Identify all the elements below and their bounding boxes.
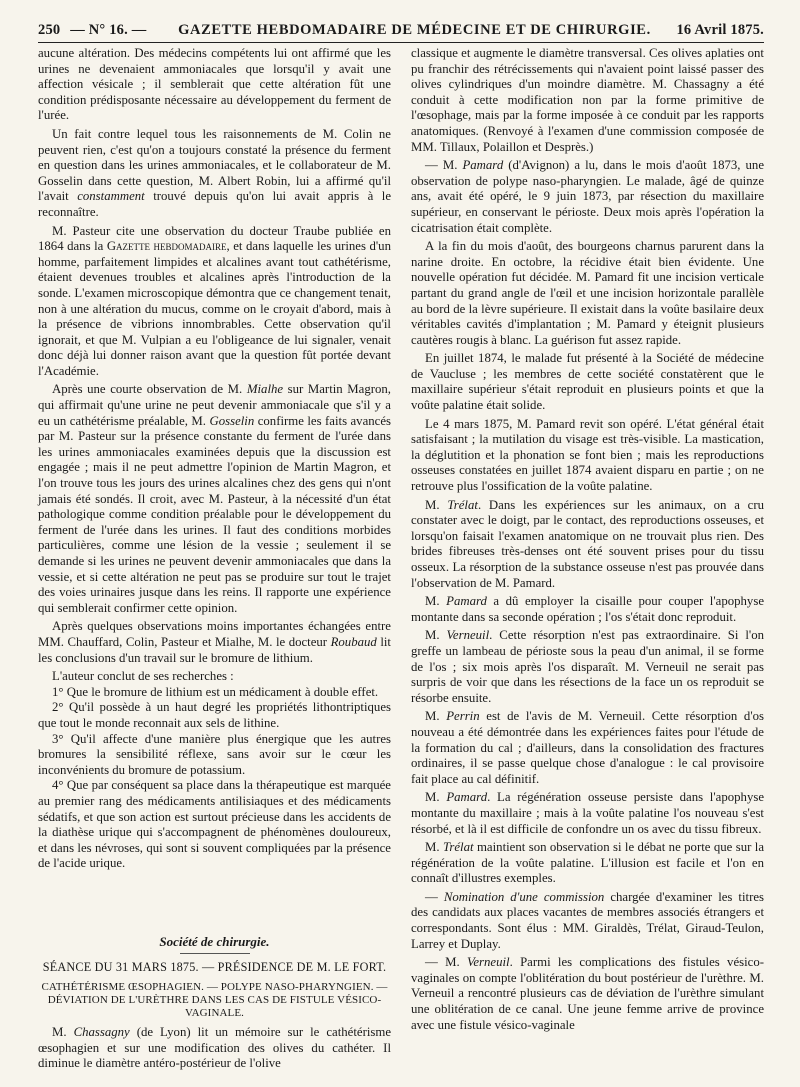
conclusion-item: 3° Qu'il affecte d'une manière plus énergique que les autres bromures la sensibilité réflexe, sans avoir sur le cœur les inconvénients du bromure de potassium. — [38, 731, 391, 777]
session-heading: SÉANCE DU 31 MARS 1875. — PRÉSIDENCE DE M. LE FORT. — [42, 960, 387, 975]
issue-date: 16 Avril 1875. — [676, 22, 764, 38]
paragraph: En juillet 1874, le malade fut présenté à la Société de médecine de Vaucluse ; les membres de cette société constatèrent que le maxillaire supérieur s'était reproduit en plusieurs points et que la voûte palatine était solide. — [411, 351, 764, 413]
paragraph: M. Perrin est de l'avis de M. Verneuil. Cette résorption d'os nouveau a été démontrée dans les expériences faites pour l'étude de la formation du cal ; d'ailleurs, dans la consolidation des fractures ordinaires, il se passe quelque chose d'analogue : le cal provisoire fait place au cal définitif. — [411, 709, 765, 786]
header-left — [38, 22, 152, 39]
page-number: 250 — [38, 22, 61, 38]
section-rule — [180, 953, 250, 954]
paragraph: M. Trélat maintient son observation si le débat ne porte que sur la régénération de la voûte palatine. L'illusion est facile et l'on en connaît d'illustres exemples. — [411, 840, 764, 886]
session-topics: CATHÉTÉRISME ŒSOPHAGIEN. — POLYPE NASO-PHARYNGIEN. — DÉVIATION DE L'URÈTHRE DANS LES CAS DE FISTULE VÉSICO-VAGINALE. — [41, 981, 388, 1020]
conclusion-item: 1° Que le bromure de lithium est un médicament à double effet. — [52, 684, 379, 699]
paragraph: A la fin du mois d'août, des bourgeons charnus parurent dans la narine droite. En octobre, la récidive était bien évidente. Une nouvelle opération fut décidée. M. Pamard fit une incision verticale partant du grand angle de l'œil et une incision horizontale parallèle au bord de la lèvre supérieure. Il existait dans la voûte basilaire deux véritables cavités d'implantation ; M. Pamard y éteignit plusieurs cautères rougis à blanc. La guérison fut assez rapide. — [411, 239, 764, 347]
section-gap — [38, 872, 391, 930]
page-header — [38, 22, 764, 43]
paragraph: M. Trélat. Dans les expériences sur les animaux, on a cru constater avec le doigt, par le contact, des reproductions osseuses, et lorsqu'on faisait l'examen anatomique on ne trouvait plus rien. Des brides fibreuses très-denses ont été souvent prises pour du tissu osseux. La résorption de la substance osseuse n'est pas prouvée dans l'observation de M. Pamard. — [411, 497, 764, 590]
paragraph: Le 4 mars 1875, M. Pamard revit son opéré. L'état général était satisfaisant ; la mutilation du visage est très-visible. La mastication, la déglutition et la phonation se font bien ; mais les reproductions osseuses constatées en juillet 1874 avaient disparu en partie ; on ne retrouve plus l'ossification de la voûte palatine. — [411, 416, 764, 494]
paragraph: M. Verneuil. Cette résorption n'est pas extraordinaire. Si l'on greffe un lambeau de périoste sous la peau d'un animal, il se forme de l'os ; six mois après l'os disparaît. M. Verneuil ne serait pas surpris de voir que dans les résections de la face un os reproduit se résorbe ensuite. — [411, 628, 765, 705]
issue-number: — N° 16. — — [70, 22, 147, 38]
paragraph: M. Pasteur cite une observation du docteur Traube publiée en 1864 dans la Gazette hebdomadaire, et dans laquelle les urines d'un homme, parfaitement limpides et alcalines avant tout cathétérisme, étaient devenues troubles et alcalines après l'introduction de la sonde. L'examen microscopique démontra que ce changement tenait, non à une altération du mucus, comme on le croyait d'abord, mais à la présence de vibrions innombrables. Cette observation qu'il ignorait, et que M. Vulpian a eu l'obligeance de lui signaler, venait donc déjà lui donner raison avant que la question fût portée devant l'Académie. — [38, 223, 391, 378]
paragraph: Après une courte observation de M. Mialhe sur Martin Magron, qui affirmait qu'une urine ne peut devenir ammoniacale que s'il y a eu un cathétérisme préalable, M. Gosselin confirme les faits avancés par M. Pasteur sur la présence constante du ferment de l'urée dans les urines ammoniacales examinées depuis que la discussion est engagée ; mais il ne peut admettre l'opinion de Martin Magron, et l'on trouve tous les jours des urines alcalines chez des gens qui n'ont jamais été sondés. Il croit, avec M. Pasteur, à la nécessité d'un état pathologique comme condition préalable pour le développement du ferment de l'urée dans les urines. Il faut des conditions morbides particulières, comme une lésion de la vessie ; seulement il se demande si les urines ne peuvent devenir ammoniacales que dans la vessie, et si cette altération ne peut pas se produire sur tout le trajet des voies urinaires jusque dans les reins. Il rapporte une expérience qui semblerait confirmer cette opinion. — [38, 382, 392, 615]
journal-title: GAZETTE HEBDOMADAIRE DE MÉDECINE ET DE CHIRURGIE. — [178, 22, 651, 38]
section-title: Société de chirurgie. — [159, 933, 270, 949]
paragraph: Après quelques observations moins importantes échangées entre MM. Chauffard, Colin, Pasteur et Mialhe, M. le docteur Roubaud lit les conclusions d'un travail sur le bromure de lithium. — [38, 619, 391, 665]
paragraph: L'auteur conclut de ses recherches : — [52, 669, 234, 684]
paragraph: M. Pamard a dû employer la cisaille pour couper l'apophyse montante dans sa seconde opération ; l'os s'était donc reproduit. — [411, 594, 764, 624]
paragraph: Un fait contre lequel tous les raisonnements de M. Colin ne peuvent rien, c'est qu'on a toujours constaté la présence du ferment en question dans les urines ammoniacales, et le collaborateur de M. Gosselin dans cette question, M. Albert Robin, lui a affirmé qu'il l'avait constamment trouvé depuis qu'on lui avait appris à le reconnaître. — [38, 126, 391, 219]
paragraph: — M. Pamard (d'Avignon) a lu, dans le mois d'août 1873, une observation de polype naso-pharyngien. Le malade, âgé de quinze ans, avait été opéré, le 9 juin 1873, par résection du maxillaire supérieur, en conservant le périoste. Deux mois après l'opération la cicatrisation était complète. — [411, 158, 765, 235]
left-column — [38, 46, 391, 1075]
paragraph: classique et augmente le diamètre transversal. Ces olives aplaties ont pu franchir des rétrécissements qui n'avaient point laissé passer des olives cylindriques d'un moindre diamètre. M. Chassagny a été conduit à cette modification non par la forme primitive de l'œsophage, mais par la forme imposée à ce conduit par les rapports anatomiques. (Renvoyé à l'examen d'une commission composée de MM. Tillaux, Polaillon et Desprès.) — [411, 46, 764, 154]
conclusion-item: 4° Que par conséquent sa place dans la thérapeutique est marquée au premier rang des médicaments antilisiaques et des médicaments sédatifs, et que son action est surtout précieuse dans les accidents de la diathèse urique qui s'accompagnent de phénomènes douloureux, et dans les névroses, qui sont si souvent compliquées par la présence de l'acide urique. — [38, 778, 391, 871]
columns — [38, 46, 764, 1075]
conclusion-item: 2° Qu'il possède à un haut degré les propriétés lithontriptiques que tout le monde reconnait aux sels de lithine. — [38, 700, 391, 730]
paragraph: M. Pamard. La régénération osseuse persiste dans l'apophyse montante du maxillaire ; mais à la voûte palatine l'os nouveau s'est résorbé, et là il est difficile de confondre un os avec du tissu fibreux. — [411, 790, 764, 836]
right-column — [411, 46, 764, 1075]
paragraph: — Nomination d'une commission chargée d'examiner les titres des candidats aux places vacantes de membres associés étrangers et correspondants. Sont élus : MM. Giraldès, Trélat, Giraud-Teulon, Larrey et Duplay. — [411, 889, 765, 951]
paragraph: aucune altération. Des médecins compétents lui ont affirmé que les urines ne devenaient ammoniacales que lorsqu'il y avait une affection vésicale ; il semblerait que cette altération fût une condition prédisposante nécessaire au développement du ferment de l'urée. — [38, 46, 391, 123]
paragraph: — M. Verneuil. Parmi les complications des fistules vésico-vaginales on compte l'oblitération du bout postérieur de l'urèthre. M. Verneuil a rencontré plusieurs cas de déviation de l'urèthre simulant une oblitération de ce canal. Une jeune femme arrive de province avec une fistule vésico-vaginale — [411, 955, 764, 1032]
paragraph: M. Chassagny (de Lyon) lit un mémoire sur le cathétérisme œsophagien et sur une modification des olives du cathéter. Il diminue le diamètre antéro-postérieur de l'olive — [38, 1025, 391, 1071]
